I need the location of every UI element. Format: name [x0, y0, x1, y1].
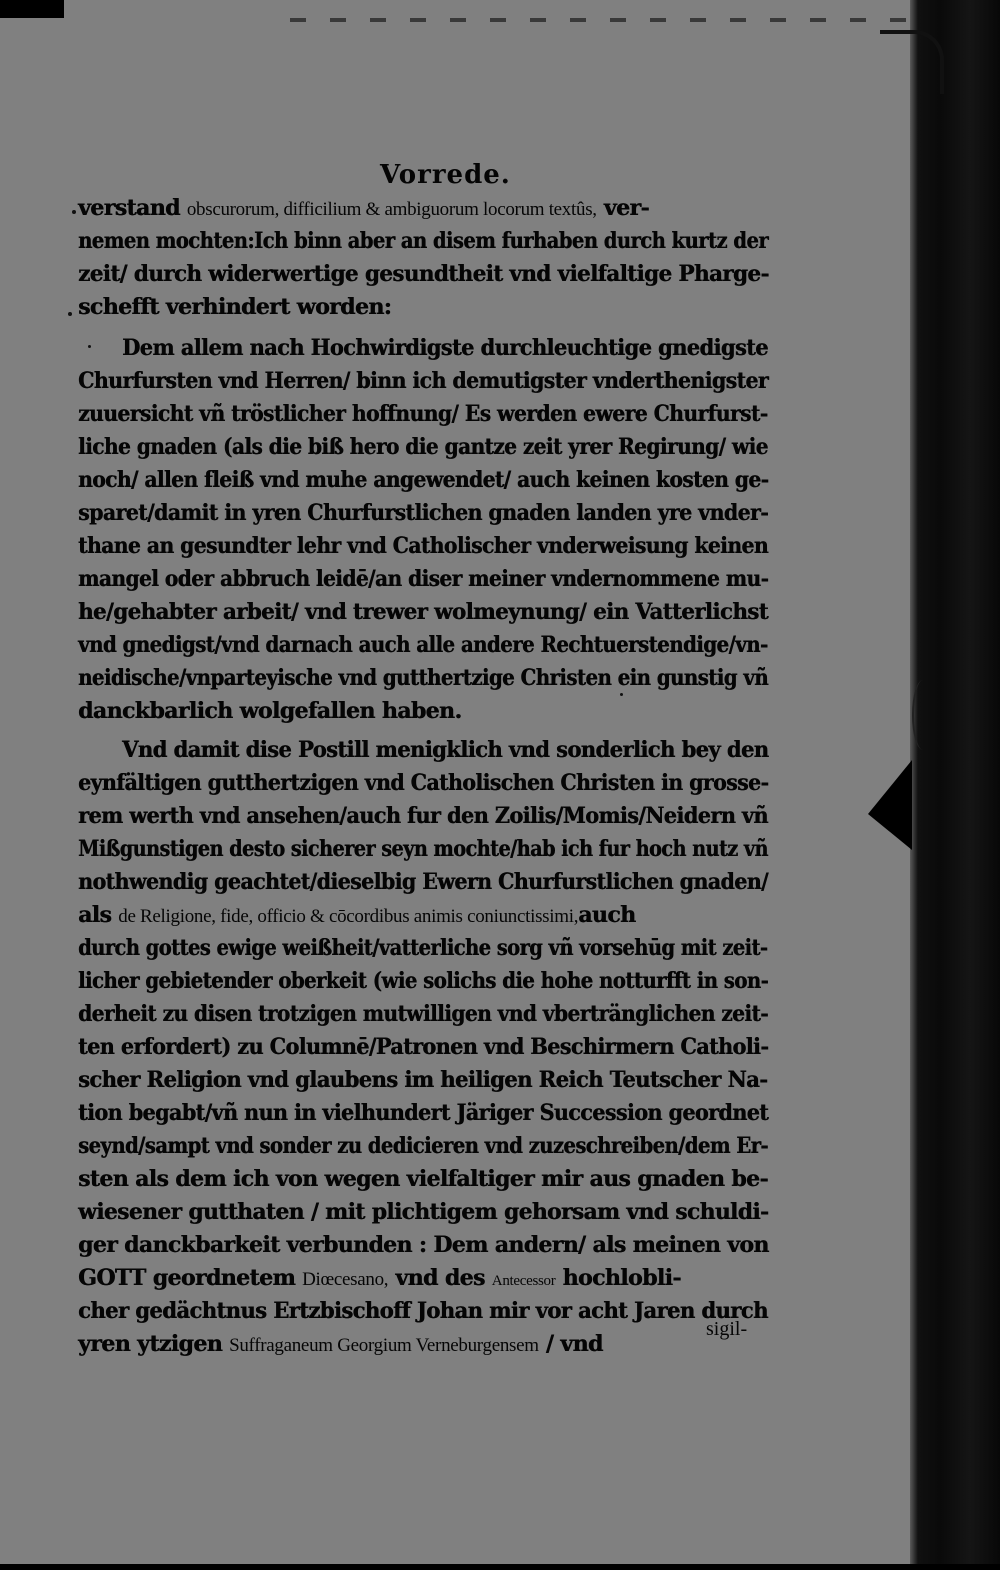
- text-line: rem werth vnd ansehen/auch fur den Zoilis/Momis/Neidern vñ: [78, 803, 768, 829]
- text-line: mangel oder abbruch leidē/an diser meiner vndernommene mu-: [78, 566, 769, 592]
- text-line: cher gedächtnus Ertzbischoff Johan mir vor acht Jaren durch: [78, 1298, 768, 1324]
- text-line: Vnd damit dise Postill menigklich vnd sonderlich bey den: [122, 737, 769, 763]
- text-line: ten erfordert) zu Columnē/Patronen vnd Beschirmern Catholi-: [78, 1034, 769, 1060]
- ink-speck: [68, 312, 72, 316]
- catchword: sigil-: [706, 1318, 748, 1340]
- text-line: thane an gesundter lehr vnd Catholischer vnderweisung keinen: [78, 533, 768, 559]
- text-line: durch gottes ewige weißheit/vatterliche sorg vñ vorsehūg mit zeit-: [78, 935, 768, 961]
- page-crease: [912, 680, 934, 750]
- text-line: vnd gnedigst/vnd darnach auch alle andere Rechtuerstendige/vn-: [78, 632, 768, 658]
- text-line: liche gnaden (als die biß hero die gantze zeit yrer Regirung/ wie: [78, 434, 768, 460]
- text-line: neidische/vnparteyische vnd gutthertzige Christen ein gunstig vñ: [78, 665, 768, 691]
- text-line: GOTT geordnetem Diœcesano, vnd des Antecessor hochlobli-: [78, 1265, 681, 1291]
- corner-scan-mark: [0, 0, 64, 18]
- top-edge-marks: [290, 18, 930, 22]
- text-line: licher gebietender oberkeit (wie solichs die hohe notturfft in son-: [78, 968, 769, 994]
- page-shadow: [868, 760, 912, 850]
- page-header: Vorrede.: [380, 160, 511, 190]
- ink-speck: [88, 345, 91, 348]
- text-line: eynfältigen gutthertzigen vnd Catholischen Christen in grosse-: [78, 770, 769, 796]
- text-line: he/gehabter arbeit/ vnd trewer wolmeynung/ ein Vatterlichst: [78, 599, 768, 625]
- ink-speck: [620, 693, 623, 696]
- book-edge: [910, 0, 1000, 1570]
- text-line: nemen mochten:Ich binn aber an disem furhaben durch kurtz der: [78, 228, 768, 254]
- text-line: tion begabt/vñ nun in vielhundert Järiger Succession geordnet: [78, 1100, 769, 1126]
- text-line: noch/ allen fleiß vnd muhe angewendet/ auch keinen kosten ge-: [78, 467, 769, 493]
- text-line: Dem allem nach Hochwirdigste durchleuchtige gnedigste: [122, 335, 768, 361]
- text-line: sten als dem ich von wegen vielfaltiger mir aus gnaden be-: [78, 1166, 768, 1192]
- text-line: Mißgunstigen desto sicherer seyn mochte/hab ich fur hoch nutz vñ: [78, 836, 768, 862]
- text-line: yren ytzigen Suffraganeum Georgium Verneburgensem / vnd: [78, 1331, 603, 1357]
- text-line: zeit/ durch widerwertige gesundtheit vnd vielfaltige Pharge-: [78, 261, 769, 287]
- text-line: wiesener gutthaten / mit plichtigem gehorsam vnd schuldi-: [78, 1199, 769, 1225]
- text-line: derheit zu disen trotzigen mutwilligen vnd vbertränglichen zeit-: [78, 1001, 768, 1027]
- ink-speck: [72, 210, 76, 214]
- bottom-edge: [0, 1564, 1000, 1570]
- text-line: ger danckbarkeit verbunden : Dem andern/ als meinen von: [78, 1232, 769, 1258]
- text-line: seynd/sampt vnd sonder zu dedicieren vnd zuzeschreiben/dem Er-: [78, 1133, 768, 1159]
- page-curl: [880, 30, 944, 94]
- text-line: nothwendig geachtet/dieselbig Ewern Churfurstlichen gnaden/: [78, 869, 768, 895]
- text-line: danckbarlich wolgefallen haben.: [78, 698, 462, 724]
- text-line: zuuersicht vñ tröstlicher hoffnung/ Es werden ewere Churfurst-: [78, 401, 768, 427]
- text-line: verstand obscurorum, difficilium & ambiguorum locorum textûs, ver-: [78, 195, 649, 221]
- text-line: sparet/damit in yren Churfurstlichen gnaden landen yre vnder-: [78, 500, 769, 526]
- text-line: scher Religion vnd glaubens im heiligen Reich Teutscher Na-: [78, 1067, 768, 1093]
- text-line: Churfursten vnd Herren/ binn ich demutigster vnderthenigster: [78, 368, 769, 394]
- text-line: schefft verhindert worden:: [78, 294, 392, 320]
- text-line: als de Religione, fide, officio & cōcordibus animis coniunctissimi,auch: [78, 902, 636, 928]
